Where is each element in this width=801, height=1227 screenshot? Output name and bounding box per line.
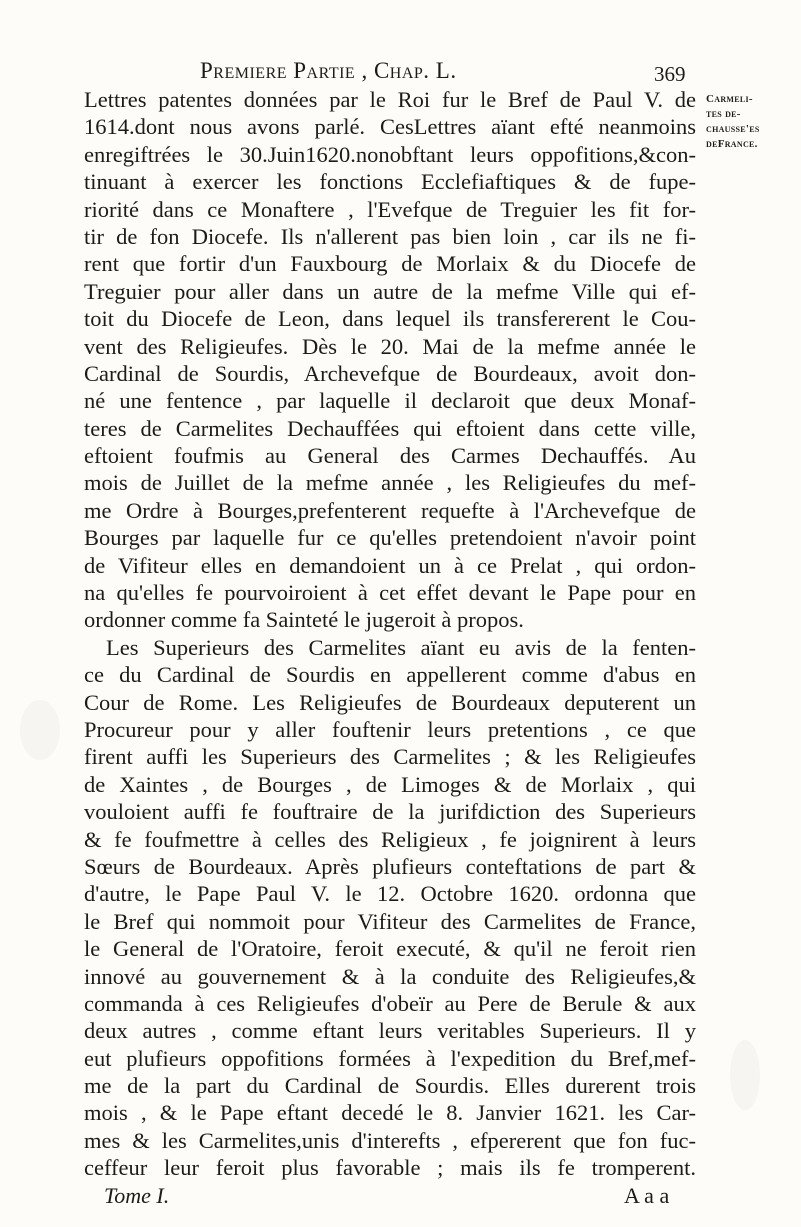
- text-line: & fe foufmettre à celles des Religieux , fe joignirent à leurs: [84, 826, 696, 852]
- text-line: de Xaintes , de Bourges , de Limoges & de Morlaix , qui: [84, 771, 696, 797]
- text-line: Les Superieurs des Carmelites aïant eu avis de la fenten-: [106, 634, 696, 660]
- text-line: me Ordre à Bourges,prefenterent requefte à l'Archevefque de: [84, 497, 696, 523]
- text-line: enregiftrées le 30.Juin1620.nonobftant leurs oppofitions,&con-: [84, 141, 696, 167]
- text-line: Procureur pour y aller fouftenir leurs pretentions , ce que: [84, 716, 696, 742]
- signature-mark: A a a: [624, 1183, 670, 1208]
- text-line: ordonner comme fa Sainteté le jugeroit à propos.: [84, 607, 524, 633]
- text-line: rent que fortir d'un Fauxbourg de Morlaix & du Diocefe de: [84, 251, 696, 277]
- text-line: vent des Religieufes. Dès le 20. Mai de la mefme année le: [84, 333, 696, 359]
- margin-note-line: deFrance.: [706, 138, 758, 150]
- text-line: deux autres , comme eftant leurs veritables Superieurs. Il y: [84, 1018, 696, 1044]
- text-line: mois de Juillet de la mefme année , les Religieufes du mef-: [84, 470, 696, 496]
- text-line: le Bref qui nommoit pour Vifiteur des Carmelites de France,: [84, 908, 696, 934]
- text-line: teres de Carmelites Dechauffées qui eftoient dans cette ville,: [84, 415, 696, 441]
- text-line: tinuant à exercer les fonctions Ecclefiaftiques & de fupe-: [84, 169, 696, 195]
- page-number: 369: [654, 62, 686, 86]
- text-line: le General de l'Oratoire, feroit executé, & qu'il ne feroit rien: [84, 936, 696, 962]
- margin-note: [706, 92, 798, 152]
- text-line: Cour de Rome. Les Religieufes de Bourdeaux deputerent un: [84, 689, 696, 715]
- text-line: eut plufieurs oppofitions formées à l'expedition du Bref,mef-: [84, 1045, 696, 1071]
- text-line: ce du Cardinal de Sourdis en appellerent comme d'abus en: [84, 662, 696, 688]
- text-line: mes & les Carmelites,unis d'interefts , efpererent que fon fuc-: [84, 1127, 696, 1153]
- text-line: toit du Diocefe de Leon, dans lequel ils transfererent le Cou-: [84, 306, 696, 332]
- text-line: d'autre, le Pape Paul V. le 12. Octobre 1620. ordonna que: [84, 881, 696, 907]
- text-line: Treguier pour aller dans un autre de la mefme Ville qui ef-: [84, 278, 696, 304]
- paper-stain: [730, 1040, 760, 1110]
- text-line: de Vifiteur elles en demandoient un à ce Prelat , qui ordon-: [84, 552, 696, 578]
- text-line: 1614.dont nous avons parlé. CesLettres aïant efté neanmoins: [84, 114, 696, 140]
- body-text: [84, 86, 696, 1182]
- text-line: né une fentence , par laquelle il declaroit que deux Monaf-: [84, 388, 696, 414]
- margin-note-line: Carmeli-: [706, 93, 753, 105]
- text-line: tir de fon Diocefe. Ils n'allerent pas bien loin , car ils ne fi-: [84, 223, 696, 249]
- text-line: riorité dans ce Monaftere , l'Evefque de Treguier les fit for-: [84, 196, 696, 222]
- text-line: Bourges par laquelle fur ce qu'elles pretendoient n'avoir point: [84, 525, 696, 551]
- margin-note-line: tes de-: [706, 108, 741, 120]
- text-line: me de la part du Cardinal de Sourdis. Elles durerent trois: [84, 1073, 696, 1099]
- text-line: vouloient auffi fe fouftraire de la jurifdiction des Superieurs: [84, 799, 696, 825]
- margin-note-line: chausse'es: [706, 123, 760, 135]
- text-line: mois , & le Pape eftant decedé le 8. Janvier 1621. les Car-: [84, 1100, 696, 1126]
- text-line: Sœurs de Bourdeaux. Après plufieurs conteftations de part &: [84, 853, 696, 879]
- text-line: innové au gouvernement & à la conduite des Religieufes,&: [84, 963, 696, 989]
- running-title: Premiere Partie , Chap. L.: [200, 58, 457, 83]
- text-line: na qu'elles fe pourvoiroient à cet effet devant le Pape pour en: [84, 580, 696, 606]
- page-footer: [104, 1183, 670, 1209]
- tome-label: Tome I.: [104, 1183, 170, 1208]
- text-line: Lettres patentes données par le Roi fur le Bref de Paul V. de: [84, 87, 696, 112]
- paper-stain: [20, 700, 60, 760]
- text-line: eftoient foufmis au General des Carmes Dechauffés. Au: [84, 443, 696, 469]
- text-line: commanda à ces Religieufes d'obeïr au Pere de Berule & aux: [84, 990, 696, 1016]
- text-line: firent auffi les Superieurs des Carmelites ; & les Religieufes: [84, 744, 696, 770]
- text-line: ceffeur leur feroit plus favorable ; mais ils fe tromperent.: [84, 1155, 696, 1181]
- text-line: Cardinal de Sourdis, Archevefque de Bourdeaux, avoit don-: [84, 360, 696, 386]
